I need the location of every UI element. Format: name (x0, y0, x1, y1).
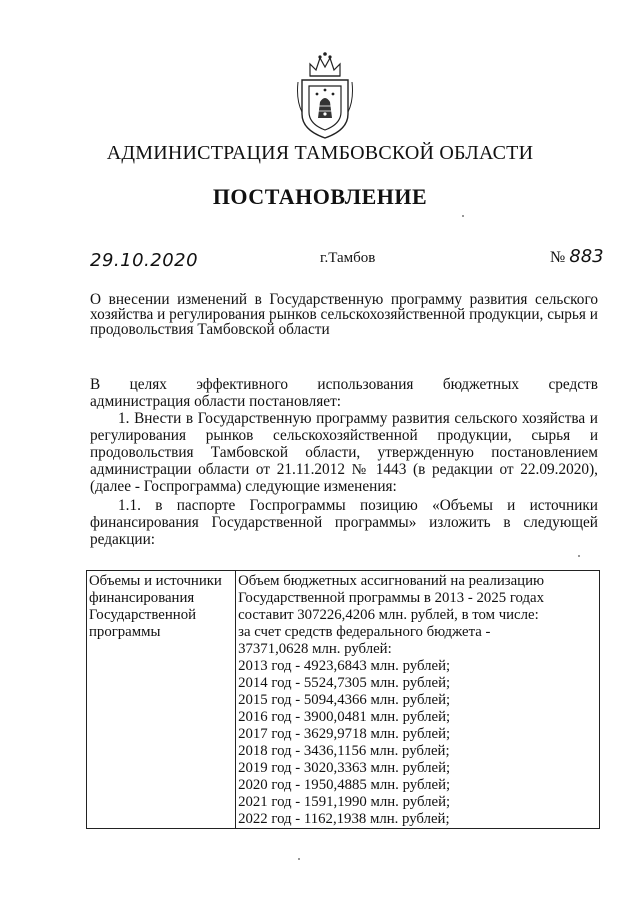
intro-line: Государственной программы в 2013 - 2025 годах (238, 590, 544, 606)
document-type-title: ПОСТАНОВЛЕНИЕ (212, 184, 428, 209)
funding-table (86, 570, 600, 829)
paragraph-item-1: 1. Внести в Государственную программу развития сельского хозяйства и регулирования рынков сельскохозяйственной продукции, сырья и продовольствия Тамбовской области, утвержденную постановлением администрации области от 21.11.2012 № 1443 (в редакции от 22.09.2020), (далее - Госпрограмма) следующие изменения: (90, 410, 598, 495)
paragraph-preamble (90, 376, 598, 410)
year-amount-line: 2013 год - 4923,6843 млн. рублей; (238, 658, 451, 674)
year-amount-line: 2014 год - 5524,7305 млн. рублей; (238, 675, 451, 691)
year-amount-line: 2022 год - 1162,1938 млн. рублей; (238, 811, 450, 827)
preamble-line-2: администрация области постановляет: (90, 393, 342, 410)
number-value: 883 (569, 246, 604, 267)
document-city: г.Тамбов (320, 250, 376, 266)
year-amount-line: 2021 год - 1591,1990 млн. рублей; (238, 794, 451, 810)
year-amount-line: 2017 год - 3629,9718 млн. рублей; (238, 726, 451, 742)
issuing-authority: АДМИНИСТРАЦИЯ ТАМБОВСКОЙ ОБЛАСТИ (106, 142, 534, 164)
paragraph-item-1-1: 1.1. в паспорте Госпрограммы позицию «Объемы и источники финансирования Государственной программы» изложить в следующей редакции: (90, 497, 598, 548)
intro-line: составит 307226,4206 млн. рублей, в том числе: (238, 607, 539, 623)
word: использования (317, 376, 414, 393)
year-amount-line: 2018 год - 3436,1156 млн. рублей; (238, 743, 450, 759)
word: целях (129, 376, 167, 393)
year-amount-line: 2020 год - 1950,4885 млн. рублей; (238, 777, 451, 793)
table-content-cell (236, 571, 600, 829)
year-amount-line: 2016 год - 3900,0481 млн. рублей; (238, 709, 451, 725)
intro-line: Объем бюджетных ассигнований на реализацию (238, 573, 545, 589)
document-subject: О внесении изменений в Государственную программу развития сельского хозяйства и регулирования рынков сельскохозяйственной продукции, сырья и продовольствия Тамбовской области (90, 291, 598, 338)
document-number (550, 246, 604, 267)
federal-line: за счет средств федерального бюджета - (238, 624, 491, 640)
word: средств (548, 376, 598, 393)
year-amount-line: 2019 год - 3020,3363 млн. рублей; (238, 760, 451, 776)
table-row (87, 571, 600, 829)
scan-speck (462, 215, 464, 217)
document-date: 29.10.2020 (90, 250, 199, 271)
coat-of-arms-emblem (296, 50, 354, 142)
word: бюджетных (442, 376, 520, 393)
preamble-line-1 (90, 376, 598, 393)
word: эффективного (196, 376, 289, 393)
number-sign: № (550, 249, 566, 266)
table-label-cell: Объемы и источники финансирования Государственной программы (87, 571, 236, 829)
federal-line: 37371,0628 млн. рублей: (238, 641, 392, 657)
scan-speck (578, 555, 580, 557)
year-amount-line: 2015 год - 5094,4366 млн. рублей; (238, 692, 451, 708)
scan-speck (298, 858, 300, 860)
word: В (90, 376, 101, 393)
